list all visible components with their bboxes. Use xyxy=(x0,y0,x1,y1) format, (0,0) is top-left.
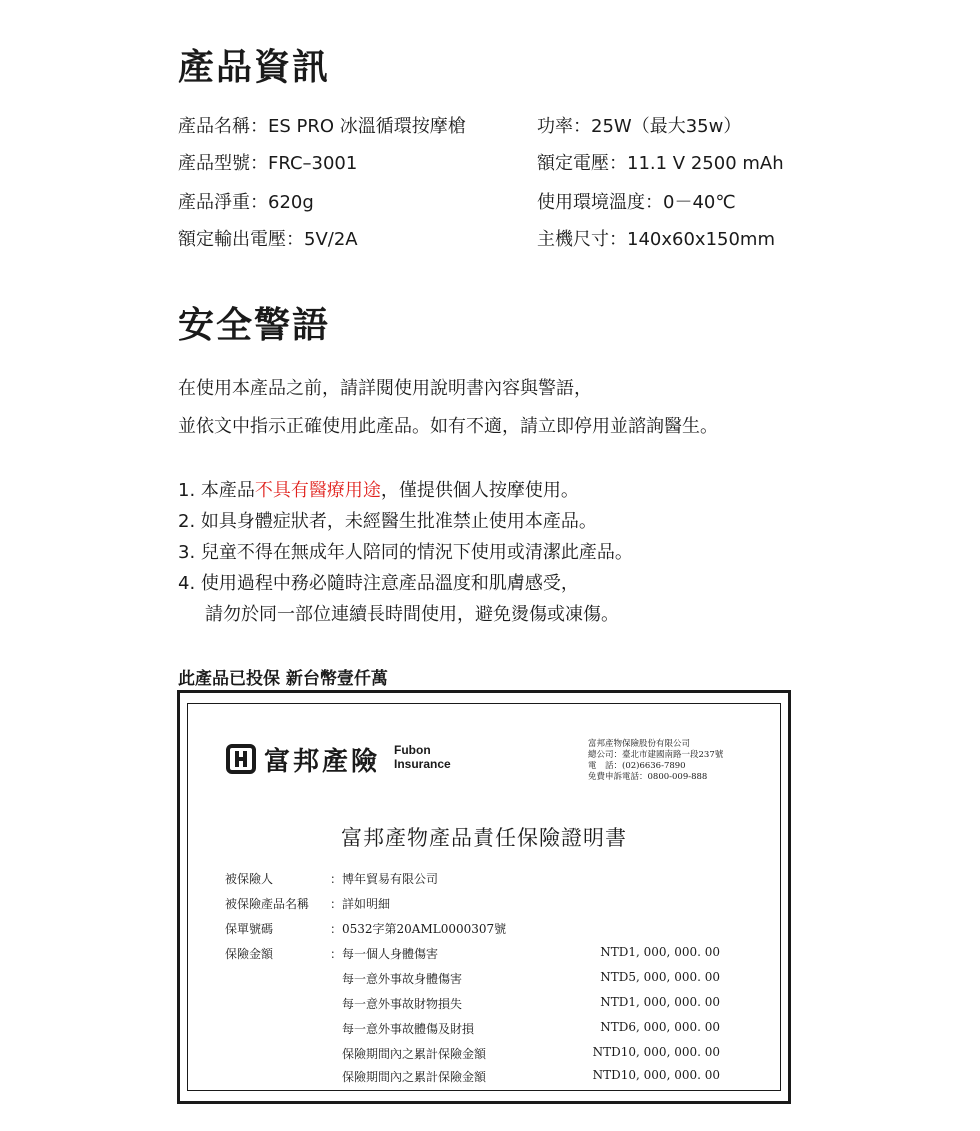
amount-desc-1: ：每一個人身體傷害 xyxy=(330,947,439,961)
amount-desc-2: 每一意外事故身體傷害 xyxy=(342,972,463,986)
policy-number-label: 保單號碼 xyxy=(225,922,274,936)
amount-desc-5: 保險期間內之累計保險金額 xyxy=(342,1047,487,1061)
warning-item-1: 1. 本產品不具有醫療用途，僅提供個人按摩使用。 xyxy=(178,480,579,501)
spec-model: 產品型號：FRC–3001 xyxy=(178,153,358,174)
warning-item-2: 2. 如具身體症狀者，未經醫生批准禁止使用本產品。 xyxy=(178,511,597,532)
warning-item-4-line-2: 請勿於同一部位連續長時間使用，避免燙傷或凍傷。 xyxy=(205,604,619,625)
product-name-label: 被保險產品名稱 xyxy=(225,897,310,911)
safety-title: 安全警語 xyxy=(178,305,331,346)
insured-notice: 此產品已投保 新台幣壹仟萬 xyxy=(178,669,388,689)
spec-output-voltage: 額定輸出電壓：5V/2A xyxy=(178,229,358,250)
amount-value-5: NTD10, 000, 000. 00 xyxy=(592,1045,720,1059)
amount-value-3: NTD1, 000, 000. 00 xyxy=(600,995,720,1009)
warning-item-4-line-1: 4. 使用過程中務必隨時注意產品溫度和肌膚感受， xyxy=(178,573,579,594)
amount-desc-3: 每一意外事故財物損失 xyxy=(342,997,463,1011)
spec-power: 功率：25W（最大35w） xyxy=(537,116,742,137)
amount-desc-4: 每一意外事故體傷及財損 xyxy=(342,1022,475,1036)
warning-item-3: 3. 兒童不得在無成年人陪同的情況下使用或清潔此產品。 xyxy=(178,542,633,563)
insured-value: ：博年貿易有限公司 xyxy=(330,872,439,886)
spec-weight: 產品淨重：620g xyxy=(178,192,314,213)
amount-value-6: NTD10, 000, 000. 00 xyxy=(592,1068,720,1082)
amount-value-1: NTD1, 000, 000. 00 xyxy=(600,945,720,959)
logo-english-name: Fubon Insurance xyxy=(394,743,451,771)
insured-label: 被保險人 xyxy=(225,872,274,886)
amount-value-2: NTD5, 000, 000. 00 xyxy=(600,970,720,984)
amount-desc-6: 保險期間內之累計保險金額 xyxy=(342,1070,487,1084)
amount-label: 保險金額 xyxy=(225,947,274,961)
product-info-title: 產品資訊 xyxy=(178,47,331,88)
company-contact-info: 富邦產物保險股份有限公司 總公司：臺北市建國南路一段237號 電 話：(02)6636-7890 免費申訴電話：0800-009-888 xyxy=(588,739,724,782)
safety-intro-line-2: 並依文中指示正確使用此產品。如有不適，請立即停用並諮詢醫生。 xyxy=(178,416,718,437)
product-name-value: ：詳如明細 xyxy=(330,897,391,911)
spec-voltage: 額定電壓：11.1 V 2500 mAh xyxy=(537,153,784,174)
policy-number-value: ：0532字第20AML0000307號 xyxy=(330,922,507,936)
logo-chinese-name: 富邦產險 xyxy=(264,747,381,777)
medical-disclaimer-highlight: 不具有醫療用途 xyxy=(254,480,381,501)
spec-temperature: 使用環境溫度：0－40℃ xyxy=(537,192,736,213)
certificate-inner-border xyxy=(187,703,781,1091)
insurance-certificate xyxy=(177,690,791,1104)
certificate-title: 富邦產物產品責任保險證明書 xyxy=(341,826,627,850)
fubon-logo-icon xyxy=(226,744,256,774)
amount-value-4: NTD6, 000, 000. 00 xyxy=(600,1020,720,1034)
safety-intro-line-1: 在使用本產品之前，請詳閱使用說明書內容與警語， xyxy=(178,378,592,399)
spec-dimensions: 主機尺寸：140x60x150mm xyxy=(537,229,775,250)
spec-product-name: 產品名稱：ES PRO 冰溫循環按摩槍 xyxy=(178,116,466,137)
